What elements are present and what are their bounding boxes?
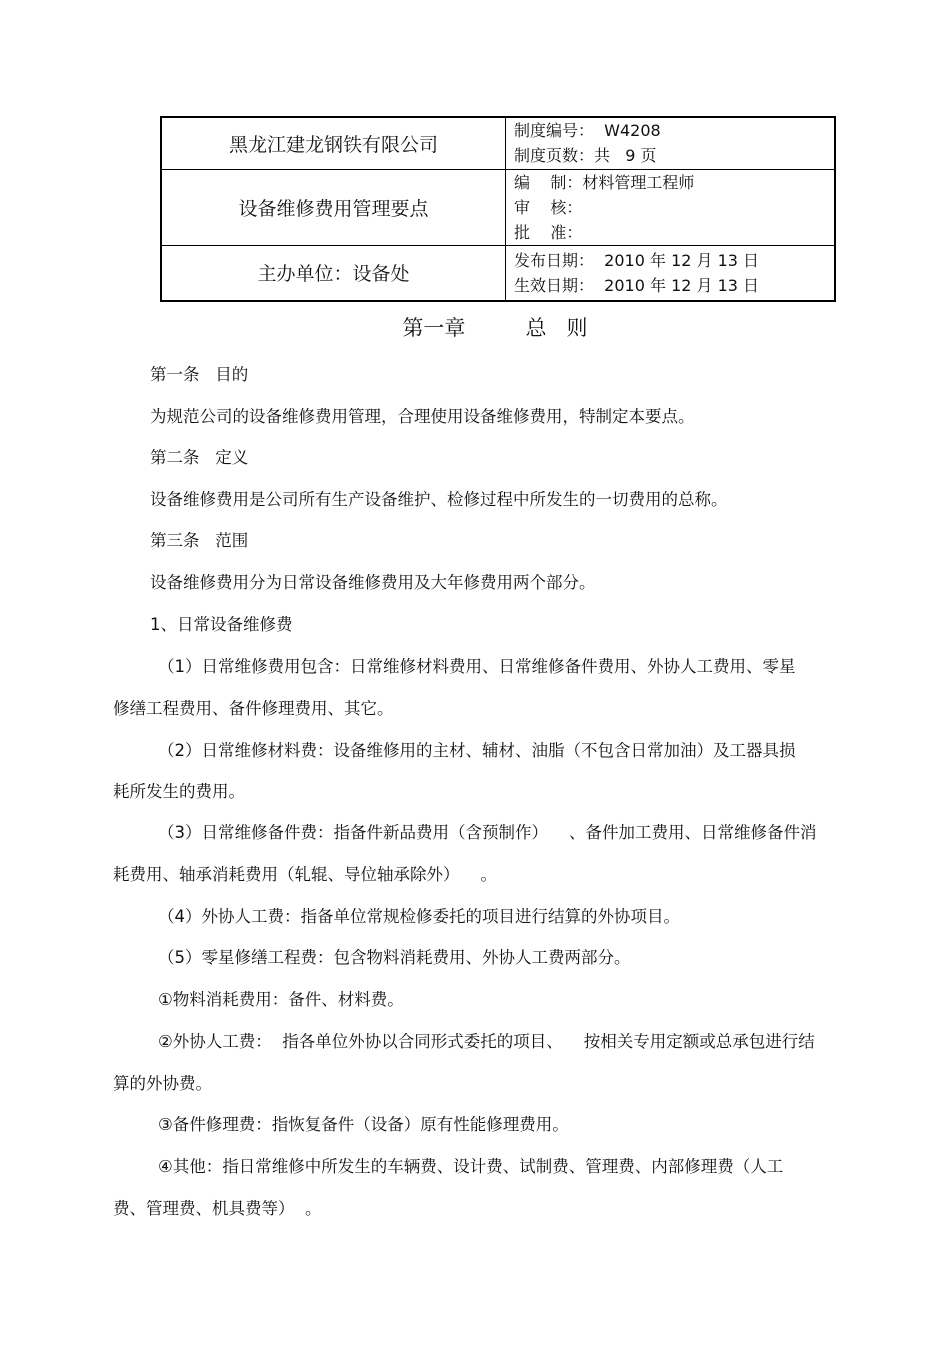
circle-item-4-line-1: ④其他：指日常维修中所发生的车辆费、设计费、试制费、管理费、内部修理费（人工 xyxy=(158,1157,784,1176)
chapter-title: 第一章 总 则 xyxy=(402,316,588,340)
circle-item-2-line-1: ②外协人工费： 指各单位外协以合同形式委托的项目、 按相关专用定额或总承包进行结 xyxy=(158,1032,815,1051)
reviewed-by: 审 核： xyxy=(514,197,583,217)
sub-item-2-line-2: 耗所发生的费用。 xyxy=(113,782,245,801)
circle-item-4-line-2: 费、管理费、机具费等） 。 xyxy=(113,1199,322,1218)
approved-by: 批 准： xyxy=(514,222,583,242)
effective-date: 生效日期： 2010 年 12 月 13 日 xyxy=(514,275,760,295)
article-3-body: 设备维修费用分为日常设备维修费用及大年修费用两个部分。 xyxy=(150,573,596,592)
article-1-title: 第一条 目的 xyxy=(150,365,249,384)
circle-item-3: ③备件修理费：指恢复备件（设备）原有性能修理费用。 xyxy=(158,1115,569,1134)
system-info-cell xyxy=(506,117,836,169)
system-number: 制度编号： W4208 xyxy=(514,121,661,141)
company-name: 黑龙江建龙钢铁有限公司 xyxy=(161,117,506,169)
article-3-title: 第三条 范围 xyxy=(150,531,249,550)
compiled-by: 编 制：材料管理工程师 xyxy=(514,172,695,192)
approval-cell xyxy=(506,169,836,245)
document-title: 设备维修费用管理要点 xyxy=(161,169,506,245)
dates-cell xyxy=(506,245,836,301)
sub-item-3-line-2: 耗费用、轴承消耗费用（轧辊、导位轴承除外） 。 xyxy=(113,865,497,884)
sub-item-1-line-2: 修缮工程费用、备件修理费用、其它。 xyxy=(113,699,394,718)
article-1-body: 为规范公司的设备维修费用管理，合理使用设备维修费用，特制定本要点。 xyxy=(150,407,695,426)
sub-item-3-line-1: （3）日常维修备件费：指备件新品费用（含预制作） 、备件加工费用、日常维修备件消 xyxy=(158,823,817,842)
circle-item-1: ①物料消耗费用：备件、材料费。 xyxy=(158,990,404,1009)
sub-item-2-line-1: （2）日常维修材料费：设备维修用的主材、辅材、油脂（不包含日常加油）及工器具损 xyxy=(158,741,796,760)
system-pages: 制度页数：共 9 页 xyxy=(514,146,657,166)
item-1-heading: 1、日常设备维修费 xyxy=(150,615,293,634)
publish-date: 发布日期： 2010 年 12 月 13 日 xyxy=(514,250,760,270)
circle-item-2-line-2: 算的外协费。 xyxy=(113,1074,212,1093)
document-header-table xyxy=(160,116,836,302)
sub-item-4: （4）外协人工费：指备单位常规检修委托的项目进行结算的外协项目。 xyxy=(158,907,680,926)
host-department: 主办单位：设备处 xyxy=(161,245,506,301)
sub-item-5: （5）零星修缮工程费：包含物料消耗费用、外协人工费两部分。 xyxy=(158,948,631,967)
article-2-body: 设备维修费用是公司所有生产设备维护、检修过程中所发生的一切费用的总称。 xyxy=(150,490,728,509)
sub-item-1-line-1: （1）日常维修费用包含：日常维修材料费用、日常维修备件费用、外协人工费用、零星 xyxy=(158,657,796,676)
article-2-title: 第二条 定义 xyxy=(150,448,249,467)
